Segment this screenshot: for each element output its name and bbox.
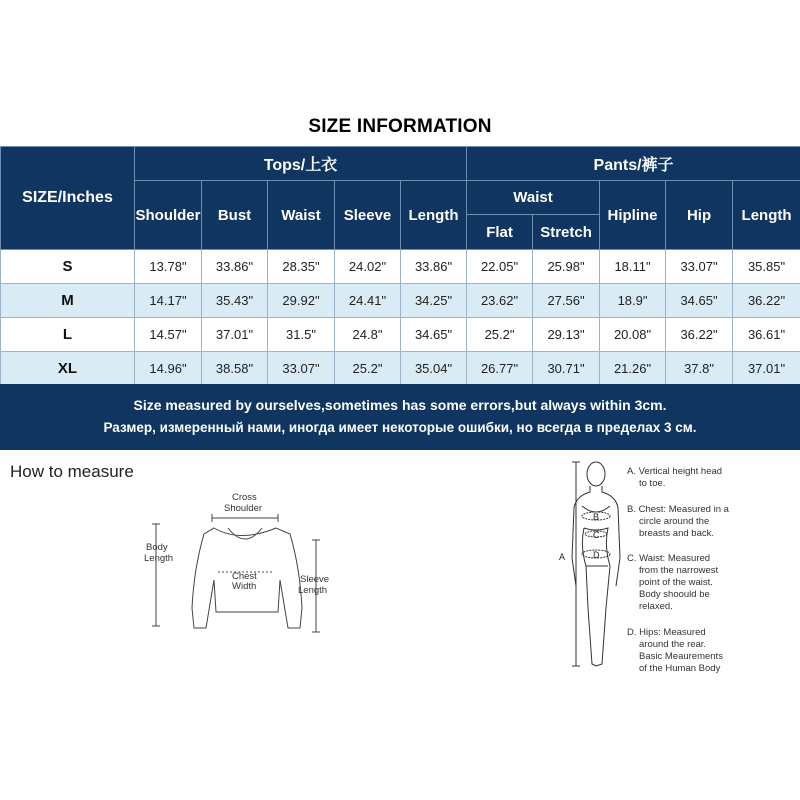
letter-b: B: [593, 512, 600, 522]
col-header-waist: Waist: [268, 181, 335, 250]
table-cell: 24.02": [335, 250, 401, 284]
letter-a: A: [559, 552, 566, 562]
table-cell: 37.01": [733, 352, 800, 386]
note-c-line-1: C. Waist: Measured: [627, 553, 711, 564]
table-cell: 25.2": [467, 318, 533, 352]
size-header: SIZE/Inches: [1, 147, 135, 250]
table-cell: 29.92": [268, 284, 335, 318]
table-cell: 25.98": [533, 250, 600, 284]
table-cell: 30.71": [533, 352, 600, 386]
table-cell: 34.65": [666, 284, 733, 318]
note-b-line-2: circle around the: [639, 516, 710, 527]
table-cell: 37.01": [202, 318, 268, 352]
sleeve-length-label-2: Length: [298, 585, 328, 596]
note-c-line-4: Body shoould be: [639, 589, 710, 600]
table-cell: 36.22": [733, 284, 800, 318]
garment-measure-diagram: [140, 488, 350, 638]
table-cell: 14.17": [135, 284, 202, 318]
table-cell: 33.86": [202, 250, 268, 284]
table-cell: 33.07": [268, 352, 335, 386]
table-cell: 34.65": [401, 318, 467, 352]
table-cell: 22.05": [467, 250, 533, 284]
letter-c: C: [593, 530, 600, 540]
table-cell: 28.35": [268, 250, 335, 284]
table-cell: 18.11": [600, 250, 666, 284]
note-c-line-3: point of the waist.: [639, 577, 713, 588]
table-cell: 31.5": [268, 318, 335, 352]
table-cell: 25.2": [335, 352, 401, 386]
table-cell: 38.58": [202, 352, 268, 386]
col-header-stretch: Stretch: [533, 215, 600, 250]
sleeve-length-label-1: Sleeve: [300, 574, 330, 585]
col-header-hip: Hip: [666, 181, 733, 250]
table-cell: 13.78": [135, 250, 202, 284]
table-cell: 35.43": [202, 284, 268, 318]
table-cell: 29.13": [533, 318, 600, 352]
page-title: SIZE INFORMATION: [308, 116, 492, 137]
measurement-note-band: [0, 384, 800, 450]
note-d-line-3: Basic Meaurements: [639, 651, 723, 662]
table-cell: 34.25": [401, 284, 467, 318]
table-cell: 14.96": [135, 352, 202, 386]
how-to-measure-title: How to measure: [10, 462, 134, 481]
col-header-bust: Bust: [202, 181, 268, 250]
note-d-line-2: around the rear.: [639, 639, 707, 650]
table-cell: 21.26": [600, 352, 666, 386]
pants-header: Pants/裤子: [467, 147, 800, 181]
note-c-line-5: relaxed.: [639, 601, 673, 612]
col-header-sleeve: Sleeve: [335, 181, 401, 250]
table-cell: 26.77": [467, 352, 533, 386]
table-row: [1, 352, 800, 386]
table-cell: 37.8": [666, 352, 733, 386]
table-row: [1, 284, 800, 318]
col-header-pants-length: Length: [733, 181, 800, 250]
table-cell: 33.07": [666, 250, 733, 284]
note-d-line-4: of the Human Body: [639, 663, 721, 674]
note-english: Size measured by ourselves,sometimes has some errors,but always within 3cm.: [133, 397, 667, 413]
table-cell: 27.56": [533, 284, 600, 318]
table-cell: 18.9": [600, 284, 666, 318]
col-header-tops-length: Length: [401, 181, 467, 250]
note-c-line-2: from the narrowest: [639, 565, 719, 576]
note-b-line-3: breasts and back.: [639, 528, 714, 539]
letter-d: D: [593, 550, 600, 560]
note-a-line-2: to toe.: [639, 478, 666, 489]
tops-header: Tops/上衣: [135, 147, 467, 181]
col-header-hipline: Hipline: [600, 181, 666, 250]
table-row: [1, 318, 800, 352]
table-cell: 20.08": [600, 318, 666, 352]
size-cell: L: [1, 318, 135, 352]
cross-shoulder-label-1: Cross: [232, 492, 257, 503]
chest-width-label-2: Width: [232, 581, 257, 592]
col-group-pants-waist: Waist: [467, 181, 600, 215]
col-header-flat: Flat: [467, 215, 533, 250]
note-b-line-1: B. Chest: Measured in a: [627, 504, 729, 515]
note-russian: Размер, измеренный нами, иногда имеет некоторые ошибки, но всегда в пределах 3 см.: [103, 420, 697, 435]
body-length-label-2: Length: [144, 553, 174, 564]
table-cell: 33.86": [401, 250, 467, 284]
note-d-line-1: D. Hips: Measured: [627, 627, 706, 638]
table-cell: 36.61": [733, 318, 800, 352]
table-cell: 35.04": [401, 352, 467, 386]
table-cell: 14.57": [135, 318, 202, 352]
table-row: [1, 250, 800, 284]
size-cell: M: [1, 284, 135, 318]
table-cell: 36.22": [666, 318, 733, 352]
body-length-label-1: Body: [146, 542, 168, 553]
table-cell: 35.85": [733, 250, 800, 284]
chest-width-label-1: Chest: [232, 571, 257, 582]
note-a-line-1: A. Vertical height head: [627, 466, 723, 477]
size-cell: XL: [1, 352, 135, 386]
table-cell: 24.8": [335, 318, 401, 352]
cross-shoulder-label-2: Shoulder: [224, 503, 263, 514]
size-cell: S: [1, 250, 135, 284]
table-cell: 23.62": [467, 284, 533, 318]
size-table: [0, 146, 800, 386]
col-header-shoulder: Shoulder: [135, 181, 202, 250]
body-measure-diagram: [550, 458, 790, 680]
table-cell: 24.41": [335, 284, 401, 318]
